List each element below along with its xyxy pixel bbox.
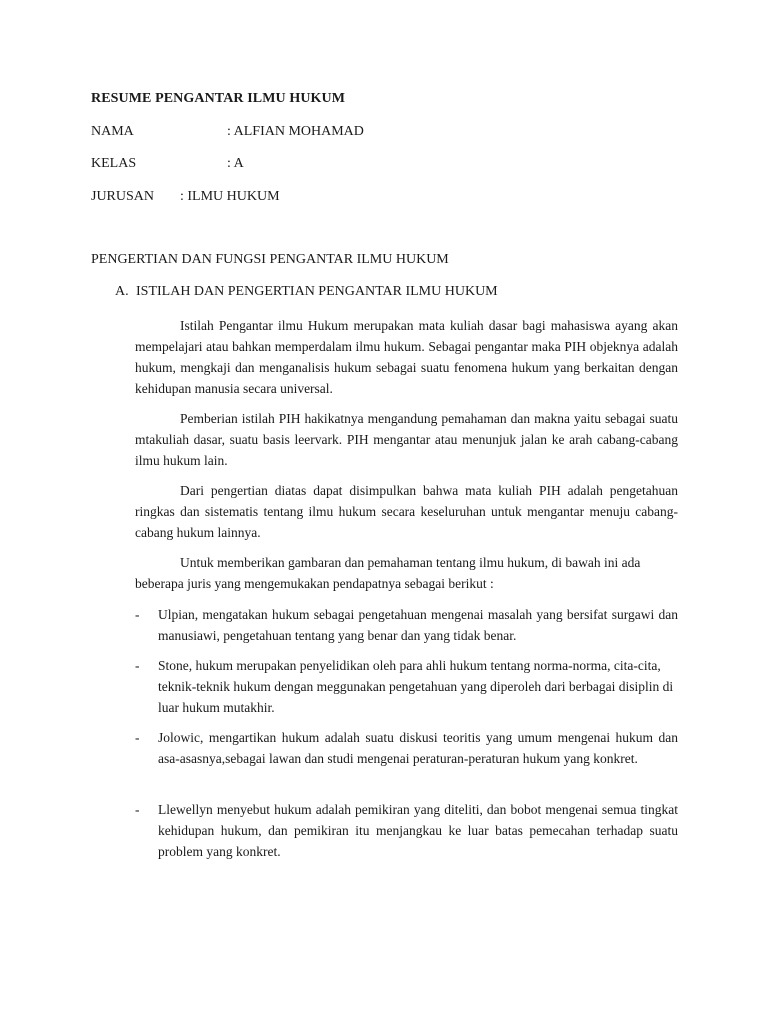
list-item-text: Llewellyn menyebut hukum adalah pemikiran yang diteliti, dan bobot mengenai semua tingkat kehidupan hukum, dan pemikiran itu menjangkau ke luar batas pemecahan terhadap suatu problem yang konkret. <box>158 802 678 859</box>
nama-label: NAMA <box>91 124 134 139</box>
paragraph: Pemberian istilah PIH hakikatnya mengandung pemahaman dan makna yaitu sebagai suatu mtakuliah dasar, suatu basis leervark. PIH mengantar atau menunjuk jalan ke arah cabang-cabang ilmu hukum lain. <box>135 411 678 468</box>
list-item-text: Jolowic, mengartikan hukum adalah suatu diskusi teoritis yang umum mengenai hukum dan asa-asasnya,sebagai lawan dan studi mengenai peraturan-peraturan hukum yang konkret. <box>158 730 678 766</box>
paragraph: Untuk memberikan gambaran dan pemahaman tentang ilmu hukum, di bawah ini ada beberapa juris yang mengemukakan pendapatnya sebagai berikut : <box>135 555 641 591</box>
list-item <box>135 655 678 718</box>
list-item-text: Ulpian, mengatakan hukum sebagai pengetahuan mengenai masalah yang bersifat surgawi dan manusiawi, pengetahuan tentang yang benar dan yang tidak benar. <box>158 607 678 643</box>
paragraph: Istilah Pengantar ilmu Hukum merupakan mata kuliah dasar bagi mahasiswa ayang akan mempelajari atau bahkan memperdalam ilmu hukum. Sebagai pengantar maka PIH objeknya adalah hukum, mengkaji dan menganalisis hukum sebagai suatu fenomena hukum yang berkaitan dengan kehidupan manusia secara universal. <box>135 318 678 396</box>
document-title: RESUME PENGANTAR ILMU HUKUM <box>91 91 346 106</box>
subsection-heading-row <box>115 284 498 300</box>
paragraph: Dari pengertian diatas dapat disimpulkan bahwa mata kuliah PIH adalah pengetahuan ringkas dan sistematis tentang ilmu hukum secara keseluruhan untuk mengantar menuju cabang-cabang hukum lainnya. <box>135 483 678 540</box>
kelas-value: : A <box>227 156 244 171</box>
jurusan-label: JURUSAN <box>91 189 155 204</box>
bullet-dash: - <box>135 607 140 622</box>
subsection-marker: A. <box>115 284 129 299</box>
jurusan-value: : ILMU HUKUM <box>180 189 280 204</box>
list-item <box>135 727 678 769</box>
section-heading: PENGERTIAN DAN FUNGSI PENGANTAR ILMU HUKUM <box>91 252 449 267</box>
kelas-label: KELAS <box>91 156 137 171</box>
list-item <box>135 604 678 646</box>
bullet-dash: - <box>135 730 140 745</box>
list-item <box>135 799 678 862</box>
list-item-text: Stone, hukum merupakan penyelidikan oleh para ahli hukum tentang norma-norma, cita-cita, teknik-teknik hukum dengan meggunakan pengetahuan yang diperoleh dari berbagai disiplin di luar hukum mutakhir. <box>158 658 674 715</box>
bullet-dash: - <box>135 658 140 673</box>
subsection-heading: ISTILAH DAN PENGERTIAN PENGANTAR ILMU HUKUM <box>136 284 498 299</box>
nama-value: : ALFIAN MOHAMAD <box>227 124 364 139</box>
bullet-dash: - <box>135 802 140 817</box>
